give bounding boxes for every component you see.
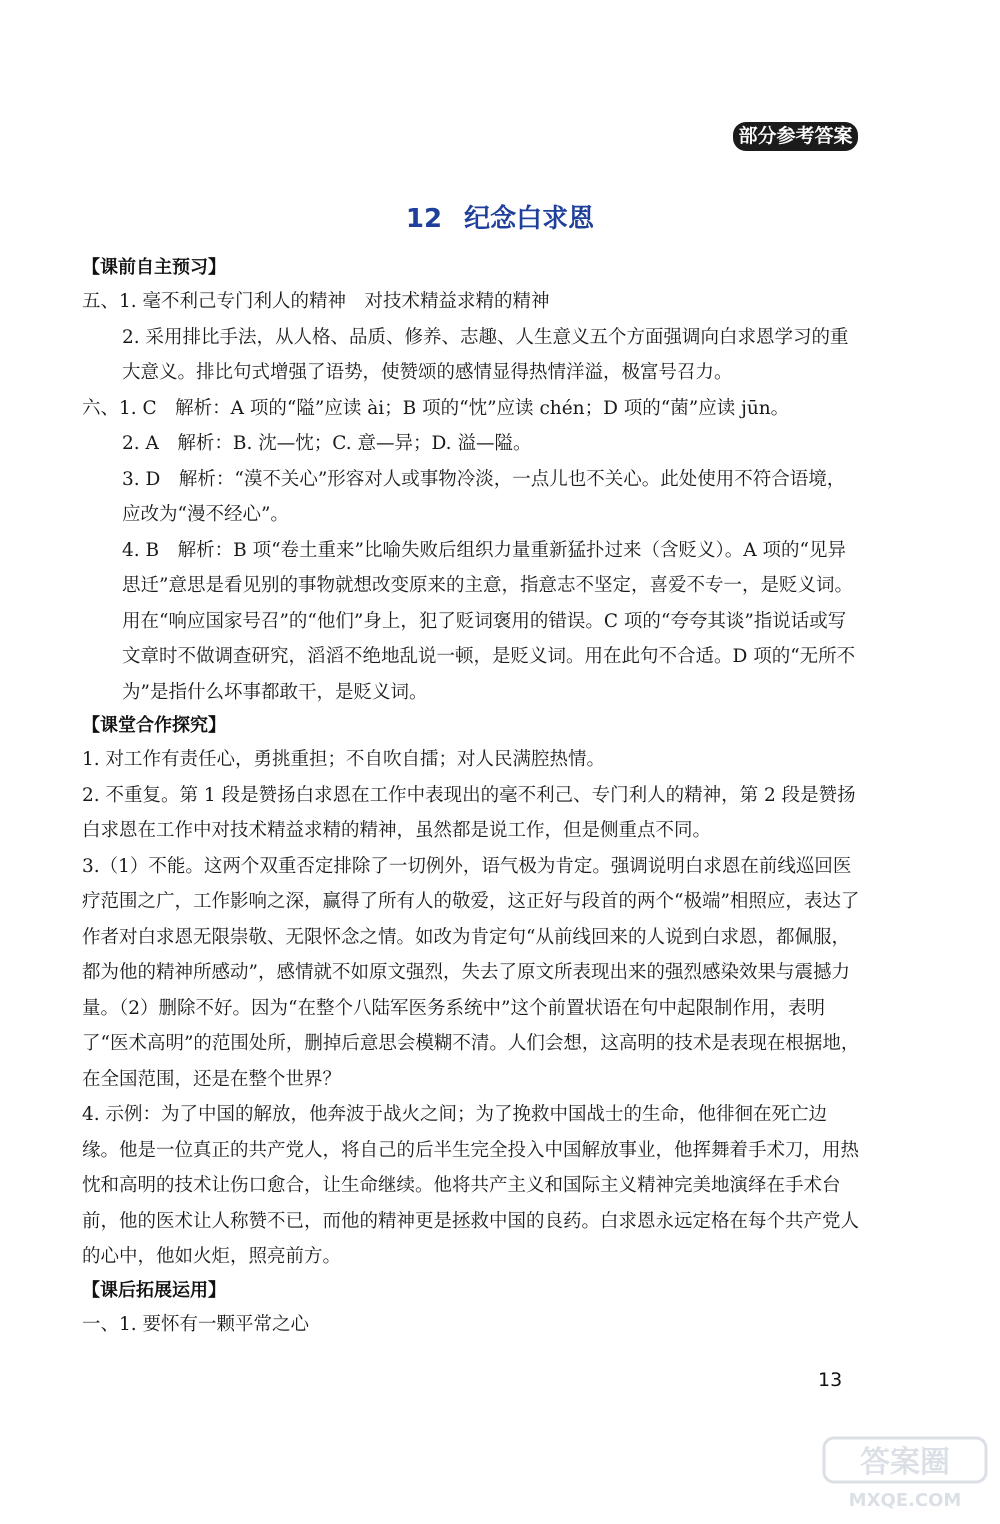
answer-paragraph: 4. 示例：为了中国的解放，他奔波于战火之间；为了挽救中国战士的生命，他徘徊在死亡边缘。他是一位真正的共产党人，将自己的后半生完全投入中国解放事业，他挥舞着手术刀，用热忱和高明的技术让伤口愈合，让生命继续。他将共产主义和国际主义精神完美地演绎在手术台前，他的医术让人称赞不已，而他的精神更是拯救中国的良药。白求恩永远定格在每个共产党人的心中，他如火炬，照亮前方。 <box>82 1104 860 1267</box>
answer-badge: 部分参考答案 <box>733 122 858 151</box>
watermark-title: 答案圈 <box>860 1445 950 1480</box>
section-heading-preview: 【课前自主预习】 <box>82 257 226 278</box>
answer-paragraph: 1. 对工作有责任心，勇挑重担；不自吹自擂；对人民满腔热情。 <box>82 749 606 770</box>
section-heading-classroom: 【课堂合作探究】 <box>82 715 226 736</box>
answer-paragraph: 3.（1）不能。这两个双重否定排除了一切例外，语气极为肯定。强调说明白求恩在前线巡回医疗范围之广，工作影响之深，赢得了所有人的敬爱，这正好与段首的两个“极端”相照应，表达了作者对白求恩无限崇敬、无限怀念之情。如改为肯定句“从前线回来的人说到白求恩，都佩服，都为他的精神所感动”，感情就不如原文强烈，失去了原文所表现出来的强烈感染效果与震撼力量。（2）删除不好。因为“在整个八陆军医务系统中”这个前置状语在句中起限制作用，表明了“医术高明”的范围处所，删掉后意思会模糊不清。人们会想，这高明的技术是表现在根据地，在全国范围，还是在整个世界？ <box>82 855 860 1090</box>
answer-paragraph: 六、1. C 解析：A 项的“隘”应读 ài；B 项的“忱”应读 chén；D 项的“菌”应读 jūn。 <box>82 397 790 419</box>
answer-paragraph: 2. A 解析：B. 沈—忱；C. 意—异；D. 溢—隘。 <box>122 433 532 454</box>
site-watermark-logo <box>820 1434 990 1514</box>
answer-paragraph: 4. B 解析：B 项“卷土重来”比喻失败后组织力量重新猛扑过来（含贬义）。A 项的“见异思迁”意思是看见别的事物就想改变原来的主意，指意志不坚定，喜爱不专一，是贬义词。用在“响应国家号召”的“他们”身上，犯了贬词褒用的错误。C 项的“夸夸其谈”指说话或写文章时不做调查研究，滔滔不绝地乱说一顿，是贬义词。用在此句不合适。D 项的“无所不为”是指什么坏事都敢干，是贬义词。 <box>122 539 856 703</box>
section-heading-extension: 【课后拓展运用】 <box>82 1279 226 1301</box>
watermark-url: MXQE.COM <box>848 1490 962 1511</box>
page-number: 13 <box>818 1369 843 1391</box>
answer-paragraph: 一、1. 要怀有一颗平常之心 <box>82 1313 310 1335</box>
answer-content <box>82 252 862 1342</box>
answer-paragraph: 2. 不重复。第 1 段是赞扬白求恩在工作中表现出的毫不利己、专门利人的精神，第 2 段是赞扬白求恩在工作中对技术精益求精的精神，虽然都是说工作，但是侧重点不同。 <box>82 784 856 841</box>
answer-paragraph: 2. 采用排比手法，从人格、品质、修养、志趣、人生意义五个方面强调向白求恩学习的重大意义。排比句式增强了语势，使赞颂的感情显得热情洋溢，极富号召力。 <box>122 326 849 383</box>
lesson-title-text: 纪念白求恩 <box>464 204 595 234</box>
lesson-title <box>0 198 1000 235</box>
lesson-number: 12 <box>405 204 443 234</box>
answer-paragraph: 五、1. 毫不利己专门利人的精神 对技术精益求精的精神 <box>82 291 550 312</box>
answer-paragraph: 3. D 解析：“漠不关心”形容对人或事物冷淡，一点儿也不关心。此处使用不符合语境，应改为“漫不经心”。 <box>122 468 846 525</box>
